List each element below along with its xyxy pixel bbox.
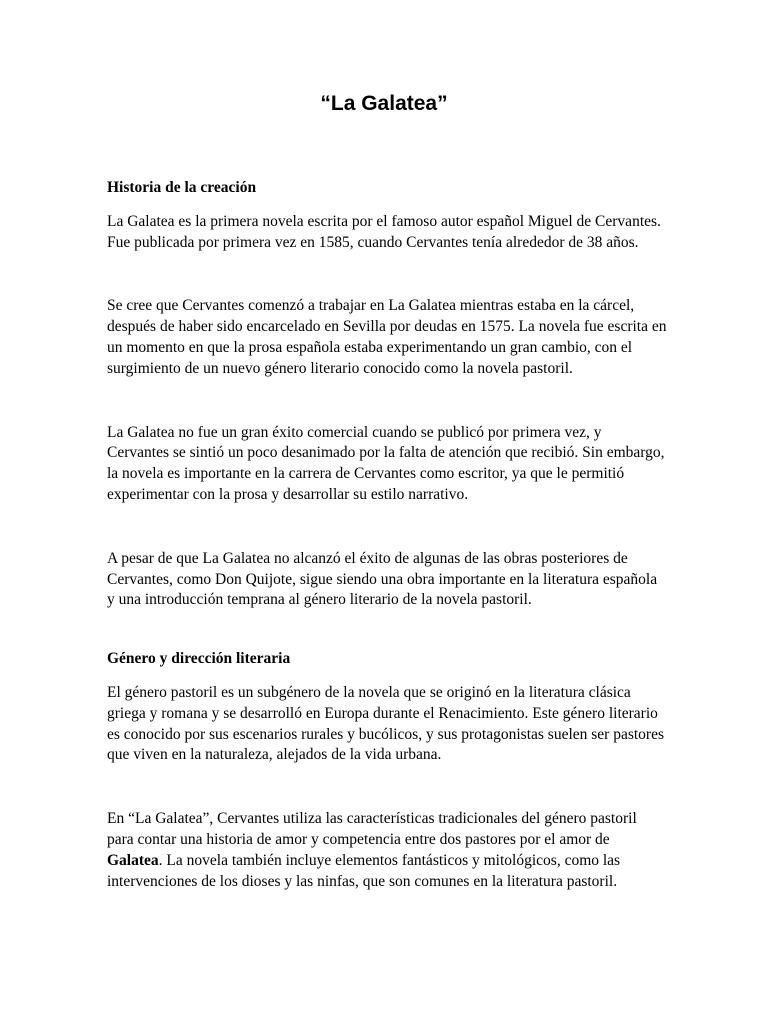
section-heading-genre: Género y dirección literaria <box>107 650 291 668</box>
section-heading-history: Historia de la creación <box>107 179 257 196</box>
paragraph: La Galatea es la primera novela escrita por el famoso autor español Miguel de Cervantes. Fue publicada por primera vez en 1585, cuando Cervantes tenía alrededor de 38 años. <box>107 212 661 251</box>
document-title: “La Galatea” <box>320 92 448 115</box>
paragraph: A pesar de que La Galatea no alcanzó el éxito de algunas de las obras posteriores de Cervantes, como Don Quijote, sigue siendo una obra importante en la literatura española y una introducción temprana al género literario de la novela pastoril. <box>107 549 658 609</box>
paragraph-text-after: . La novela también incluye elementos fantásticos y mitológicos, como las intervenciones de los dioses y las ninfas, que son comunes en la literatura pastoril. <box>107 851 621 890</box>
paragraph: El género pastoril es un subgénero de la novela que se originó en la literatura clásica griega y romana y se desarrolló en Europa durante el Renacimiento. Este género literario es conocido por sus escenarios rurales y bucólicos, y sus protagonistas suelen ser pastores que viven en la naturaleza, alejados de la vida urbana. <box>107 683 665 764</box>
paragraph-text-before: En “La Galatea”, Cervantes utiliza las características tradicionales del género pastoril para contar una historia de amor y competencia entre dos pastores por el amor de <box>107 810 637 848</box>
paragraph: La Galatea no fue un gran éxito comercial cuando se publicó por primera vez, y Cervantes se sintió un poco desanimado por la falta de atención que recibió. Sin embargo, la novela es importante en la carrera de Cervantes como escritor, ya que le permitió experimentar con la prosa y desarrollar su estilo narrativo. <box>107 423 665 503</box>
document-body <box>107 178 667 892</box>
bold-galatea: Galatea <box>107 851 159 869</box>
paragraph: Se cree que Cervantes comenzó a trabajar en La Galatea mientras estaba en la cárcel, después de haber sido encarcelado en Sevilla por deudas en 1575. La novela fue escrita en un momento en que la prosa española estaba experimentando un gran cambio, con el surgimiento de un nuevo género literario conocido como la novela pastoril. <box>107 297 667 377</box>
paragraph-galatea <box>107 809 667 892</box>
